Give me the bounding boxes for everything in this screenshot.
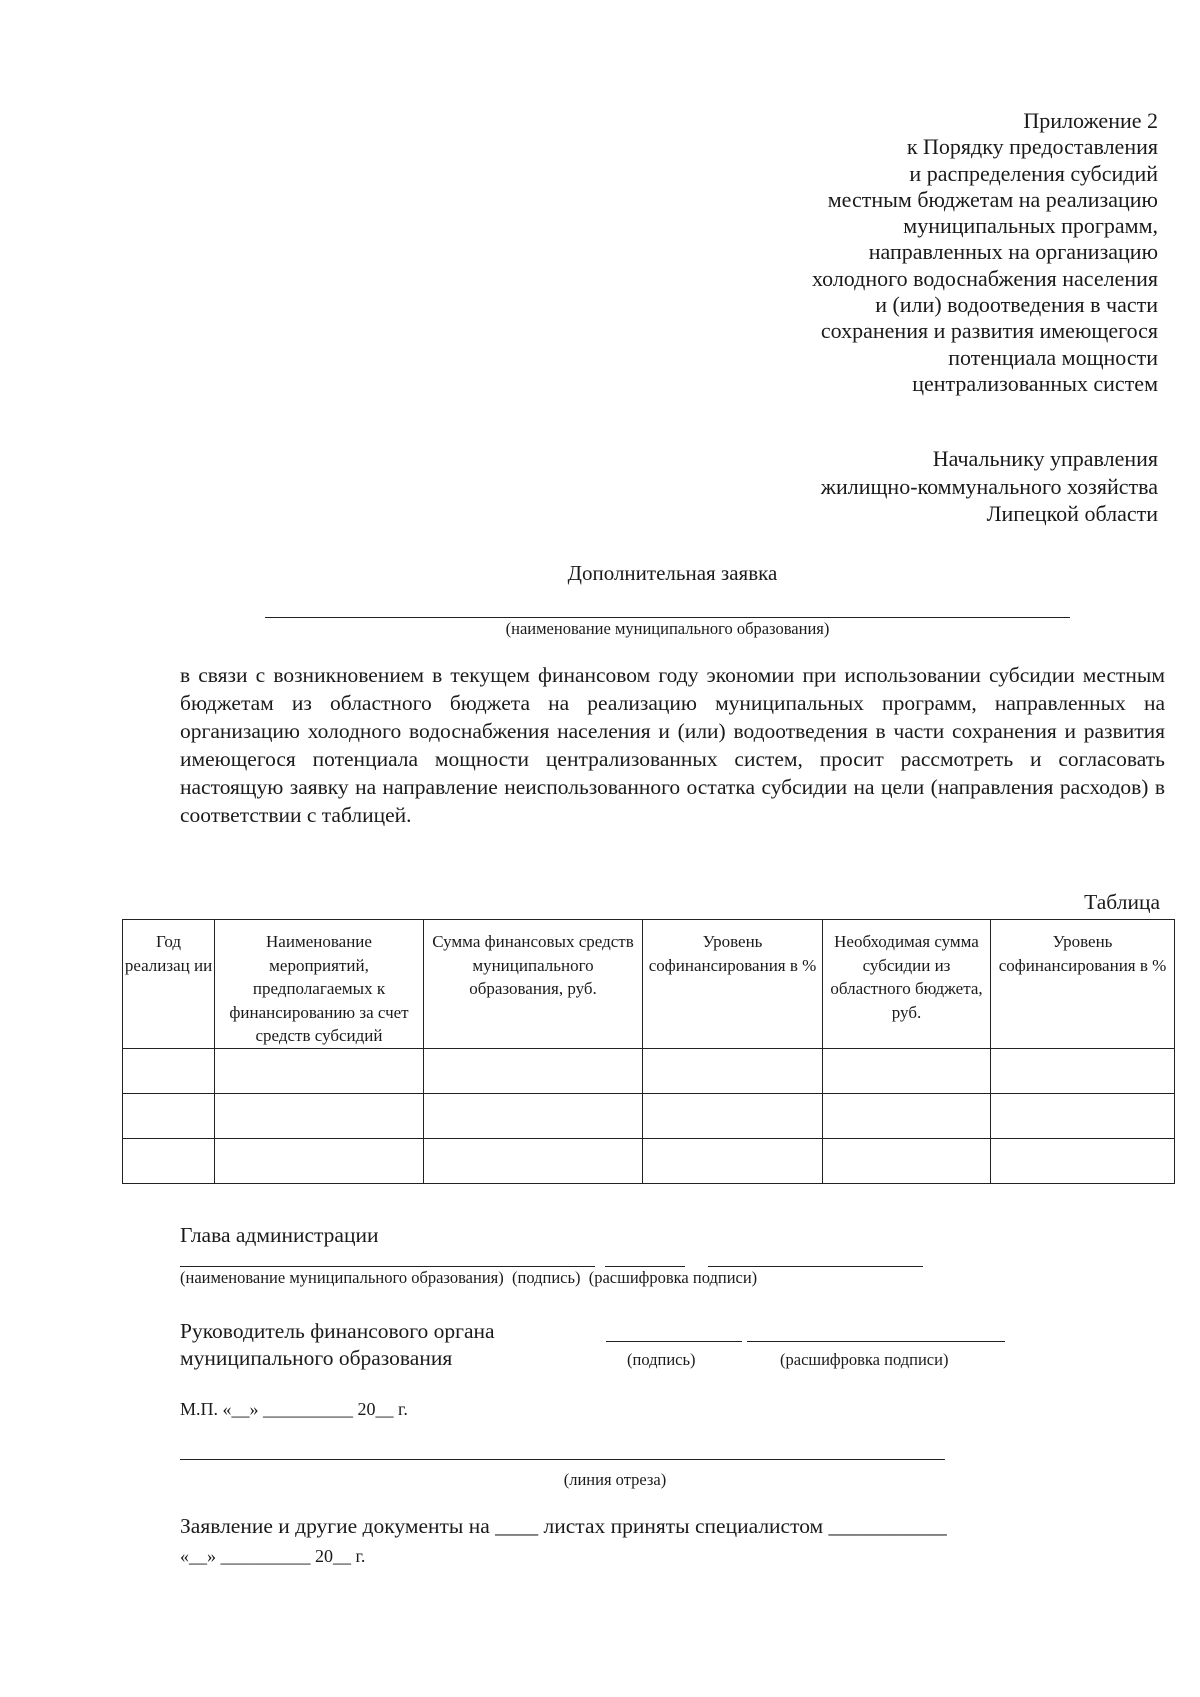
addressee-line: Липецкой области <box>986 501 1158 526</box>
cut-line-caption: (линия отреза) <box>563 1470 667 1489</box>
col-header-cofinancing-level: Уровень софинансирования в % <box>643 920 823 1049</box>
table-row <box>123 1048 1175 1093</box>
annex-line: к Порядку предоставления <box>906 134 1158 160</box>
annex-line: сохранения и развития имеющегося <box>820 318 1158 344</box>
addressee-line: жилищно-коммунального хозяйства <box>820 473 1158 499</box>
col-header-activities: Наименование мероприятий, предполагаемых к финансированию за счет средств субсидий <box>215 920 424 1049</box>
application-body-text: в связи с возникновением в текущем финансовом году экономии при использовании субсидии местным бюджетам из областного бюджета на реализацию муниципальных программ, направленных на организацию холодного водоснабжения населения и (или) водоотведения в части сохранения и развития имеющегося потенциала мощности централизованных систем, просит рассмотреть и согласовать настоящую заявку на направление неиспользованного остатка субсидии на цели (направления расходов) в соответствии с таблицей. <box>180 663 1165 827</box>
finance-decode-line[interactable] <box>747 1341 1005 1342</box>
table-cell[interactable] <box>215 1093 424 1138</box>
annex-line: Приложение 2 <box>1023 108 1158 133</box>
subsidy-table <box>122 919 1175 1184</box>
table-label: Таблица <box>1084 890 1160 914</box>
table-cell[interactable] <box>215 1138 424 1183</box>
head-title: Глава администрации <box>180 1223 379 1247</box>
table-row <box>123 1093 1175 1138</box>
annex-line: направленных на организацию <box>868 239 1158 265</box>
table-cell[interactable] <box>424 1138 643 1183</box>
annex-line: потенциала мощности <box>948 344 1158 370</box>
addressee-line: Начальнику управления <box>932 446 1158 471</box>
table-cell[interactable] <box>123 1138 215 1183</box>
col-header-cofinancing-level-2: Уровень софинансирования в % <box>991 920 1175 1049</box>
stamp-date-line: М.П. «__» __________ 20__ г. <box>180 1399 408 1419</box>
receipt-statement: Заявление и другие документы на ____ листах приняты специалистом ___________ <box>180 1514 947 1538</box>
table-cell[interactable] <box>823 1048 991 1093</box>
document-title: Дополнительная заявка <box>567 561 778 585</box>
table-cell[interactable] <box>991 1048 1175 1093</box>
cut-line <box>180 1459 945 1460</box>
col-header-required-subsidy: Необходимая сумма субсидии из областного бюджета, руб. <box>823 920 991 1049</box>
table-cell[interactable] <box>823 1093 991 1138</box>
col-header-municipal-funds: Сумма финансовых средств муниципального образования, руб. <box>424 920 643 1049</box>
annex-line: и распределения субсидий <box>909 160 1158 186</box>
head-signature-line[interactable] <box>605 1266 685 1267</box>
annex-reference <box>812 108 1158 397</box>
addressee-block <box>821 445 1158 528</box>
table-header-row <box>123 920 1175 1049</box>
table-cell[interactable] <box>424 1093 643 1138</box>
table-cell[interactable] <box>215 1048 424 1093</box>
annex-line: и (или) водоотведения в части <box>875 292 1158 318</box>
annex-line: местным бюджетам на реализацию <box>827 186 1158 212</box>
receipt-date-line: «__» __________ 20__ г. <box>180 1546 366 1566</box>
finance-title-line-2: муниципального образования <box>180 1346 453 1370</box>
municipality-caption: (наименование муниципального образования) <box>505 619 830 638</box>
finance-signature-caption: (подпись) <box>627 1350 696 1369</box>
table-cell[interactable] <box>424 1048 643 1093</box>
table-cell[interactable] <box>123 1048 215 1093</box>
table-cell[interactable] <box>991 1093 1175 1138</box>
table-cell[interactable] <box>643 1138 823 1183</box>
col-header-year: Год реализац ии <box>123 920 215 1049</box>
head-signature-caption: (наименование муниципального образования) (подпись) (расшифровка подписи) <box>180 1268 758 1287</box>
municipality-name-line[interactable] <box>265 617 1070 618</box>
head-municipality-line[interactable] <box>180 1266 595 1267</box>
table-cell[interactable] <box>123 1093 215 1138</box>
table-cell[interactable] <box>643 1093 823 1138</box>
finance-signature-line[interactable] <box>606 1341 742 1342</box>
annex-line: холодного водоснабжения населения <box>811 265 1158 291</box>
finance-title-line-1: Руководитель финансового органа <box>180 1319 495 1343</box>
finance-decode-caption: (расшифровка подписи) <box>780 1350 949 1369</box>
table-cell[interactable] <box>823 1138 991 1183</box>
table-cell[interactable] <box>991 1138 1175 1183</box>
annex-line: муниципальных программ, <box>903 213 1158 239</box>
table-row <box>123 1138 1175 1183</box>
head-decode-line[interactable] <box>708 1266 923 1267</box>
table-cell[interactable] <box>643 1048 823 1093</box>
annex-line: централизованных систем <box>912 370 1158 396</box>
